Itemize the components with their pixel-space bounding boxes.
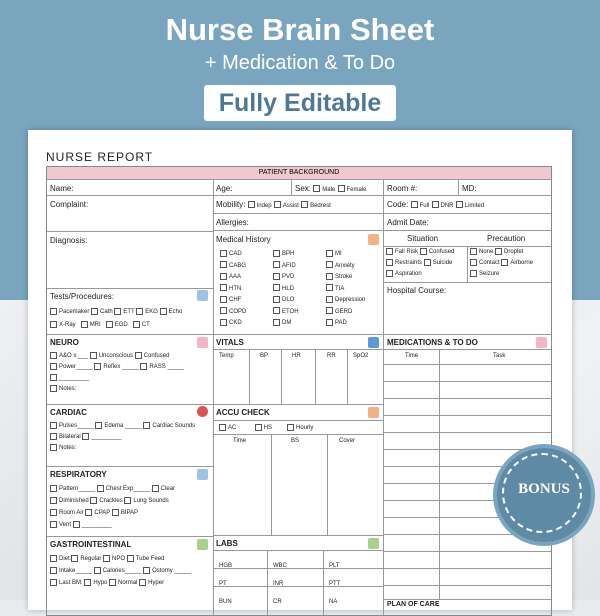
complaint-label: Complaint: [50, 200, 89, 209]
bonus-badge [497, 448, 591, 542]
allergies-label: Allergies: [216, 218, 249, 227]
pill-icon [536, 337, 547, 348]
assist-checkbox[interactable] [274, 201, 281, 208]
mobility-row: Mobility: Indep Assist Bedrest [216, 200, 331, 209]
divider [47, 334, 551, 335]
microscope-icon [368, 538, 379, 549]
labs-col3: PLT PTT NA [329, 563, 341, 605]
subtitle: + Medication & To Do [204, 52, 396, 74]
vitals-col-spo2: SpO2 [353, 353, 369, 359]
precaution-options: None Droplet Contact Airborne Seizure [470, 247, 533, 280]
admit-date-label: Admit Date: [387, 218, 429, 227]
plan-of-care-header: PLAN OF CARE [387, 601, 440, 608]
bedrest-checkbox[interactable] [301, 201, 308, 208]
male-checkbox[interactable] [313, 185, 320, 192]
accu-options: AC HS Hourly [219, 424, 313, 431]
divider [213, 586, 383, 587]
divider [383, 551, 551, 552]
brain-icon [197, 337, 208, 348]
vitals-header: VITALS [216, 338, 244, 347]
neuro-header: NEURO [50, 338, 79, 347]
tests-label: Tests/Procedures: [50, 292, 115, 301]
lungs-icon [197, 469, 208, 480]
sex-label: Sex: Male Female [295, 184, 367, 193]
heart-icon [197, 406, 208, 417]
gi-options: Diet: Regular NPO Tube Feed Intake_____ Calories_____ Ostomy _____ Last BM: Hypo Normal Hyper [50, 553, 191, 589]
medical-history-label: Medical History [216, 235, 271, 244]
respiratory-options: Pattern_____ Chest Exp_____ Clear Diminished Crackles Lung Sounds Room Air CPAP BIPAP Vent _________ [50, 483, 175, 531]
divider [347, 349, 348, 404]
divider [323, 550, 324, 616]
divider [213, 213, 551, 214]
divider [213, 535, 383, 536]
divider [383, 449, 551, 450]
divider [213, 550, 383, 551]
divider [383, 432, 551, 433]
divider [467, 246, 468, 282]
name-label: Name: [50, 184, 74, 193]
nurse-report-sheet [28, 130, 572, 610]
clipboard-icon [368, 234, 379, 245]
divider [383, 585, 551, 586]
divider [327, 434, 328, 535]
precaution-label: Precaution [487, 234, 526, 243]
monitor-icon [197, 290, 208, 301]
divider [439, 349, 440, 599]
age-label: Age: [216, 184, 233, 193]
labs-col1: HGB PT BUN [219, 563, 233, 605]
divider [47, 288, 213, 289]
vitals-col-bp: BP [260, 353, 269, 359]
bonus-label: BONUS [518, 481, 570, 497]
divider [47, 179, 551, 180]
accu-check-header: ACCU CHECK [216, 408, 270, 417]
divider [213, 404, 383, 405]
meds-col-task: Task [493, 353, 506, 359]
situation-options: Fall Risk Confused Restraints Suicide Aspiration [386, 247, 454, 280]
vitals-icon [368, 337, 379, 348]
code-row: Code: Full DNR Limited [387, 200, 485, 209]
divider [315, 349, 316, 404]
meds-col-time: Time [405, 353, 419, 359]
indep-checkbox[interactable] [248, 201, 255, 208]
mh-col2: BPH AFID PVD HLD DLO ETOH DM [273, 249, 299, 330]
editable-badge: Fully Editable [204, 85, 396, 121]
divider [213, 349, 383, 350]
cardiac-options: Pulses_____ Edema _____ Cardiac Sounds Bilateral _________ Notes: [50, 421, 195, 454]
cardiac-header: CARDIAC [50, 408, 87, 417]
divider [383, 282, 551, 283]
dnr-checkbox[interactable] [432, 201, 439, 208]
female-checkbox[interactable] [338, 185, 345, 192]
accu-col-time: Time [233, 438, 247, 444]
divider [281, 349, 282, 404]
main-title: Nurse Brain Sheet [165, 12, 435, 47]
mh-col1: CAD CABG AAA HTN CHF COPD CKD [220, 249, 246, 330]
divider [267, 550, 268, 616]
meds-header: MEDICATIONS & TO DO [387, 338, 478, 347]
divider [383, 415, 551, 416]
md-label: MD: [462, 184, 477, 193]
vitals-col-rr: RR [327, 353, 336, 359]
patient-background-header: PATIENT BACKGROUND [47, 167, 551, 179]
divider [213, 568, 383, 569]
gi-header: GASTROINTESTINAL [50, 540, 132, 549]
vitals-col-hr: HR [292, 353, 301, 359]
divider [249, 349, 250, 404]
divider [47, 195, 551, 196]
report-form [46, 166, 552, 616]
labs-col2: WBC INR CR [273, 563, 287, 605]
divider [383, 364, 551, 365]
stomach-icon [197, 539, 208, 550]
divider [213, 420, 383, 421]
divider [47, 466, 213, 467]
diagnosis-label: Diagnosis: [50, 236, 88, 245]
tests-options: Pacemaker Cath ETT EKG Echo X-Ray MRI EGD CT [50, 306, 182, 332]
hospital-course-label: Hospital Course: [387, 286, 447, 295]
limited-checkbox[interactable] [456, 201, 463, 208]
glucometer-icon [368, 407, 379, 418]
accu-col-cover: Cover [339, 438, 356, 444]
situation-label: Situation [407, 234, 439, 243]
divider [47, 231, 213, 232]
vitals-col-temp: Temp [219, 353, 234, 359]
accu-col-bs: BS [291, 438, 300, 444]
divider [291, 179, 292, 195]
divider [47, 404, 213, 405]
divider [47, 536, 213, 537]
divider [458, 179, 459, 195]
divider [213, 230, 551, 231]
divider [383, 349, 551, 350]
neuro-options: A&O x ___ Unconscious Confused Power_____ Reflex _____ RASS _____ _________ Notes: [50, 351, 184, 395]
room-label: Room #: [387, 184, 418, 193]
divider [213, 434, 383, 435]
report-title: NURSE REPORT [46, 150, 154, 164]
mh-col3: MI Anxiety Stroke TIA Depression GERD PAD [326, 249, 365, 330]
divider [271, 434, 272, 535]
divider [383, 398, 551, 399]
labs-header: LABS [216, 539, 238, 548]
divider [383, 568, 551, 569]
respiratory-header: RESPIRATORY [50, 470, 107, 479]
full-checkbox[interactable] [411, 201, 418, 208]
divider [383, 381, 551, 382]
